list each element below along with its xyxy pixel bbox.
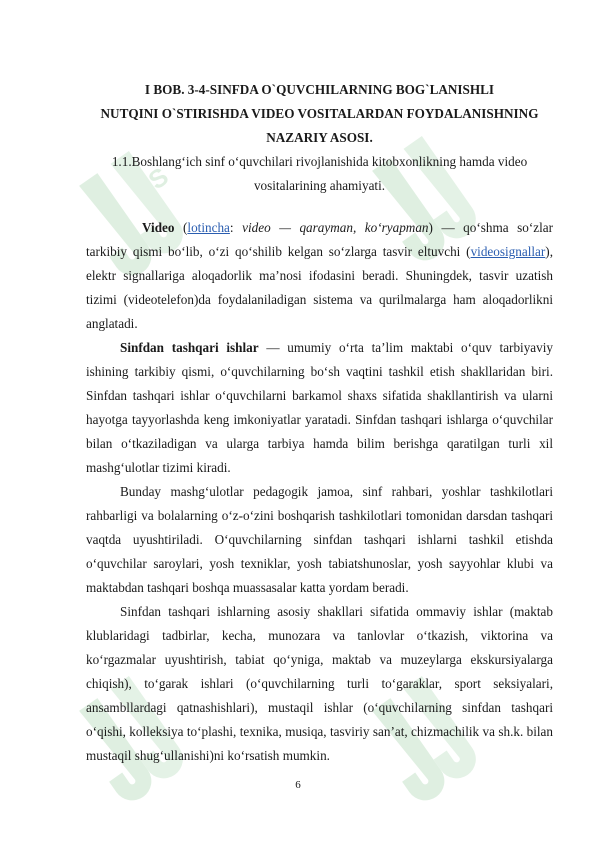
text-fragment: — umumiy o‘rta ta’lim maktabi o‘quv tarbiyaviy ishining tarkibiy qismi, o‘quvchilarning bo‘sh vaqtini tashkil etish shakllaridan biri. Sinfdan tashqari ishlar o‘quvchilarni barkamol shaxs sifatida shakllantirish va ularni hayotga tayyorlashda keng imkoniyatlar yaratadi. Sinfdan tashqari ishlarga o‘quvchilar bilan o‘tkaziladigan va ularga tarbiya hamda bilim berishga qaratilgan turli xil mashg‘ulotlar tizimi kiradi. xyxy=(86,340,554,475)
etymology: video — qarayman, ko‘ryapman xyxy=(242,220,429,235)
chapter-title-line-2: NUTQINI O`STIRISHDA VIDEO VOSITALARDAN FOYDALANISHNING xyxy=(100,106,539,121)
svg-text:S: S xyxy=(143,162,174,196)
link-videosignallar[interactable]: videosignallar xyxy=(470,244,546,259)
paragraph-shakllar: Sinfdan tashqari ishlarning asosiy shakllari sifatida ommaviy ishlar (maktab klublaridagi tadbirlar, kecha, munozara va tanlovlar o‘tkazish, viktorina va ko‘rgazmalar uyushtirish, tabiat qo‘yniga, maktab va muzeylarga ekskursiyalarga chiqish), to‘garak ishlari (o‘quvchilarning turli to‘garaklar, sport seksiyalari, ansambllardagi qatnashishlari), mustaqil ishlar (o‘quvchilarning sinfdan tashqari o‘qishi, kolleksiya to‘plashi, texnika, musiqa, tasviriy san’at, chizmachilik va sh.k. bilan mustaqil shug‘ullanishi)ni ko‘rsatish mumkin. xyxy=(86,604,553,763)
section-title-line-1: 1.1.Boshlang‘ich sinf o‘quvchilari rivojlanishida kitobxonlikning hamda video xyxy=(111,154,528,169)
chapter-title xyxy=(86,78,553,150)
chapter-title-line-1: I BOB. 3-4-SINFDA O`QUVCHILARNING BOG`LANISHLI xyxy=(144,82,495,97)
section-title-line-2: vositalarining ahamiyati. xyxy=(253,178,386,193)
paragraph-mashgulotlar: Bunday mashg‘ulotlar pedagogik jamoa, sinf rahbari, yoshlar tashkilotlari rahbarligi va bolalarning o‘z-o‘zini boshqarish tashkilotlari tomonidan darsdan tashqari vaqtda uyushtiriladi. O‘quvchilarning sinfdan tashqari ishlarni tashkil etishda o‘quvchilar saroylari, yosh texniklar, yosh tabiatshunoslar, yosh sayyohlar klubi va maktabdan tashqari boshqa muassasalar katta yordam beradi. xyxy=(86,484,553,595)
text-fragment: : xyxy=(229,220,243,235)
term-sinfdan-tashqari: Sinfdan tashqari ishlar xyxy=(120,340,259,355)
text-fragment: ), elektr signallariga aloqadorlik ma’nosi ifodasini beradi. Shuningdek, tasvir uzatish tizimi (videotelefon)da foydalaniladigan sistema va qurilmalarga ham aloqadorlikni anglatadi. xyxy=(86,244,553,331)
page-content xyxy=(86,78,553,768)
term-video: Video xyxy=(142,220,175,235)
section-title xyxy=(86,150,553,198)
paragraph-sinfdan-tashqari xyxy=(86,336,553,480)
chapter-title-line-3: NAZARIY ASOSI. xyxy=(266,130,373,145)
text-fragment: ) — qo‘shma so‘zlar tarkibiy qismi bo‘lib, o‘zi qo‘shilib kelgan so‘zlarga tasvir eltuvchi ( xyxy=(86,220,554,259)
paragraph-video xyxy=(86,216,553,336)
page-number: 6 xyxy=(295,779,301,791)
link-lotincha[interactable]: lotincha xyxy=(187,220,230,235)
text-fragment: ( xyxy=(174,220,188,235)
